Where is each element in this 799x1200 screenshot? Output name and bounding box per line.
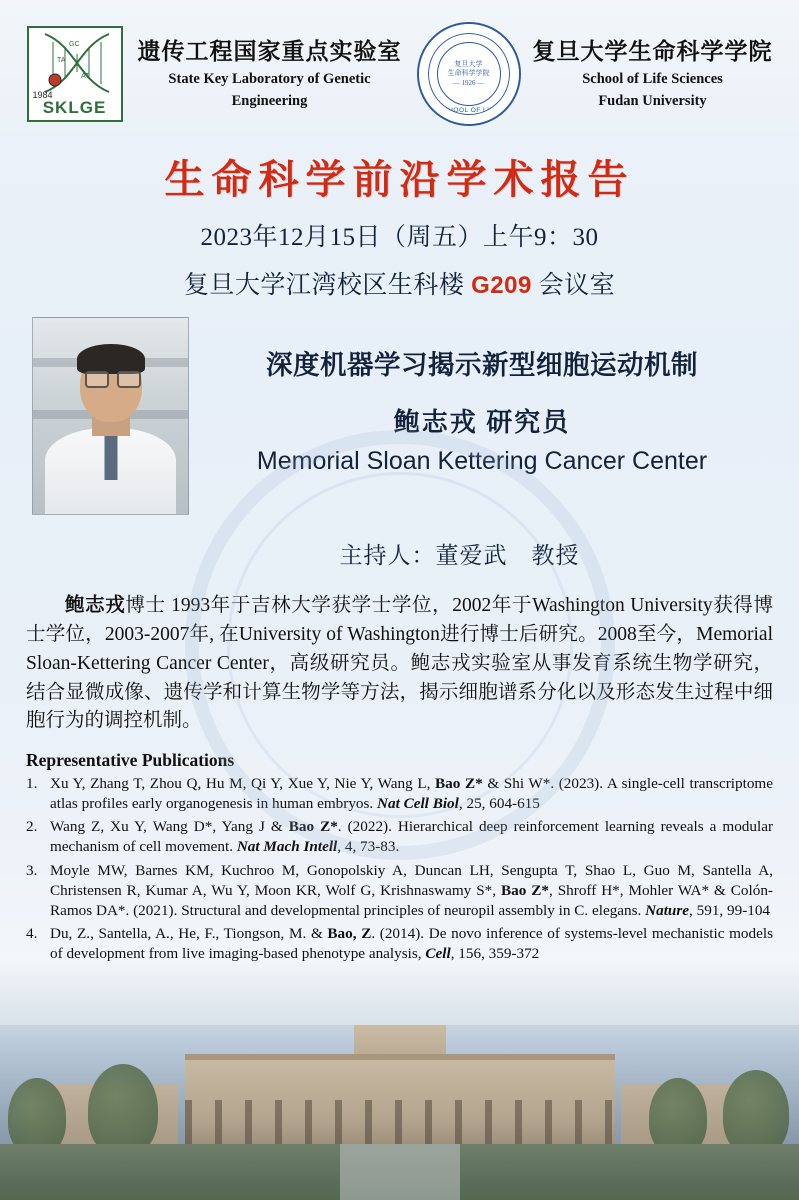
poster-header [0,0,799,132]
publication-authors: Wang Z, Xu Y, Wang D*, Yang J & [50,818,289,836]
fudan-logo-inner-line2: 生命科学学院 [447,69,490,78]
lab-name-en-2: Engineering [231,93,308,110]
publication-item [26,774,773,814]
publication-number: 3. [26,861,38,879]
publication-authors-rest: . (2022). Hierarchical deep reinforcement learning reveals a modular mechanism of cell movement. [50,818,773,856]
publications-heading: Representative Publications [26,750,235,771]
fudan-logo-inner-line3: — 1926 — [452,78,485,87]
publication-item [26,817,773,857]
sklge-logo [27,26,123,122]
publication-item [26,861,773,921]
sklge-year: 1984 [32,90,53,100]
publication-author-highlight: Bao Z* [500,881,549,899]
venue-room: G209 [471,272,532,299]
talk-title: 深度机器学习揭示新型细胞运动机制 [266,350,698,380]
dna-helix-icon [35,32,119,94]
publication-authors-rest: & Shi W*. (2023). A single-cell transcriptome atlas profiles early organogenesis in human embryos. [50,775,773,813]
fudan-logo-inner [437,42,501,106]
fudan-logo [417,22,521,126]
publication-tail: , 25, 604-615 [458,795,540,813]
publication-text [50,774,773,814]
speaker-name: 鲍志戎 研究员 [393,408,571,437]
bio-text: 博士 1993年于吉林大学获学士学位，2002年于Washington University获得博士学位，2003-2007年, 在University of Washington进行博士后研究。2008至今，Memorial Sloan-Kettering Cancer Center，高级研究员。鲍志戎实验室从事发育系统生物学研究，结合显微成像、遗传学和计算生物学等方法，揭示细胞谱系分化以及形态发生过程中细胞行为的调控机制。 [26,595,773,732]
publication-text [50,817,773,857]
publication-authors: Moyle MW, Barnes KM, Kuchroo M, Gonopolskiy A, Duncan LH, Sengupta T, Shao L, Guo M, Santella A, Christensen R, Kumar A, Wu Y, Moon KR, Wolf G, Krishnaswamy S*, [50,861,773,899]
publications-section [26,750,773,964]
fudan-logo-arc-bottom: SCHOOL OF LIFE SCIENCES [438,107,499,121]
publication-journal: Nature [645,901,690,919]
event-venue [0,265,799,301]
event-datetime: 2023年12月15日（周五）上午9：30 [200,224,599,251]
sklge-name: SKLGE [42,98,107,117]
speaker-info [189,317,775,476]
publication-author-highlight: Bao, Z [327,924,372,942]
fudan-logo-arc-top: FUDAN UNIVERSITY [432,27,505,34]
school-name-en-1: School of Life Sciences [582,71,723,88]
bio-lead-name: 鲍志戎 [65,595,126,616]
publication-journal: Nat Cell Biol [377,795,459,813]
school-name-block [533,38,773,111]
publication-text [50,924,773,964]
campus-photo [0,1025,799,1200]
publication-authors-rest: . (2014). De novo inference of systems-level mechanistic models of development from live imaging-based phenotype analysis, [50,924,773,962]
publication-number: 1. [26,775,38,793]
publication-authors: Du, Z., Santella, A., He, F., Tiongson, M. & [50,924,328,942]
sklge-label-at: AT [80,73,89,80]
publication-number: 2. [26,818,38,836]
publication-item [26,924,773,964]
speaker-bio [26,592,773,736]
publication-authors-rest: , Shroff H*, Mohler WA* & Colón-Ramos DA*. (2021). Structural and developmental principles of neuropil assembly in C. elegans. [50,881,773,919]
publication-tail: , 591, 99-104 [689,901,771,919]
speaker-photo [32,317,189,515]
poster-title: 生命科学前沿学术报告 [164,157,635,202]
venue-prefix: 复旦大学江湾校区生科楼 [183,272,465,299]
publication-journal: Nat Mach Intell [236,838,338,856]
publication-tail: , 156, 359-372 [450,944,540,962]
lab-name-cn: 遗传工程国家重点实验室 [137,38,402,64]
sklge-label-gc: GC [68,41,79,48]
publication-journal: Cell [425,944,451,962]
school-name-en-2: Fudan University [598,93,707,110]
publication-authors: Xu Y, Zhang T, Zhou Q, Hu M, Qi Y, Xue Y, Nie Y, Wang L, [50,775,436,793]
publication-author-highlight: Bao Z* [435,775,483,793]
speaker-section [0,317,799,515]
venue-suffix: 会议室 [538,272,616,299]
publication-tail: , 4, 73-83. [337,838,400,856]
school-name-cn: 复旦大学生命科学学院 [532,38,773,64]
fudan-logo-inner-line1: 复旦大学 [454,59,483,68]
lab-name-block [135,38,405,111]
publication-author-highlight: Bao Z* [288,818,338,836]
speaker-affiliation: Memorial Sloan Kettering Cancer Center [256,447,708,475]
lab-name-en-1: State Key Laboratory of Genetic [168,71,371,88]
publication-number: 4. [26,924,38,942]
host-line: 主持人：董爱武 教授 [339,543,580,568]
publication-text [50,861,773,921]
sklge-label-ta: TA [56,57,65,64]
